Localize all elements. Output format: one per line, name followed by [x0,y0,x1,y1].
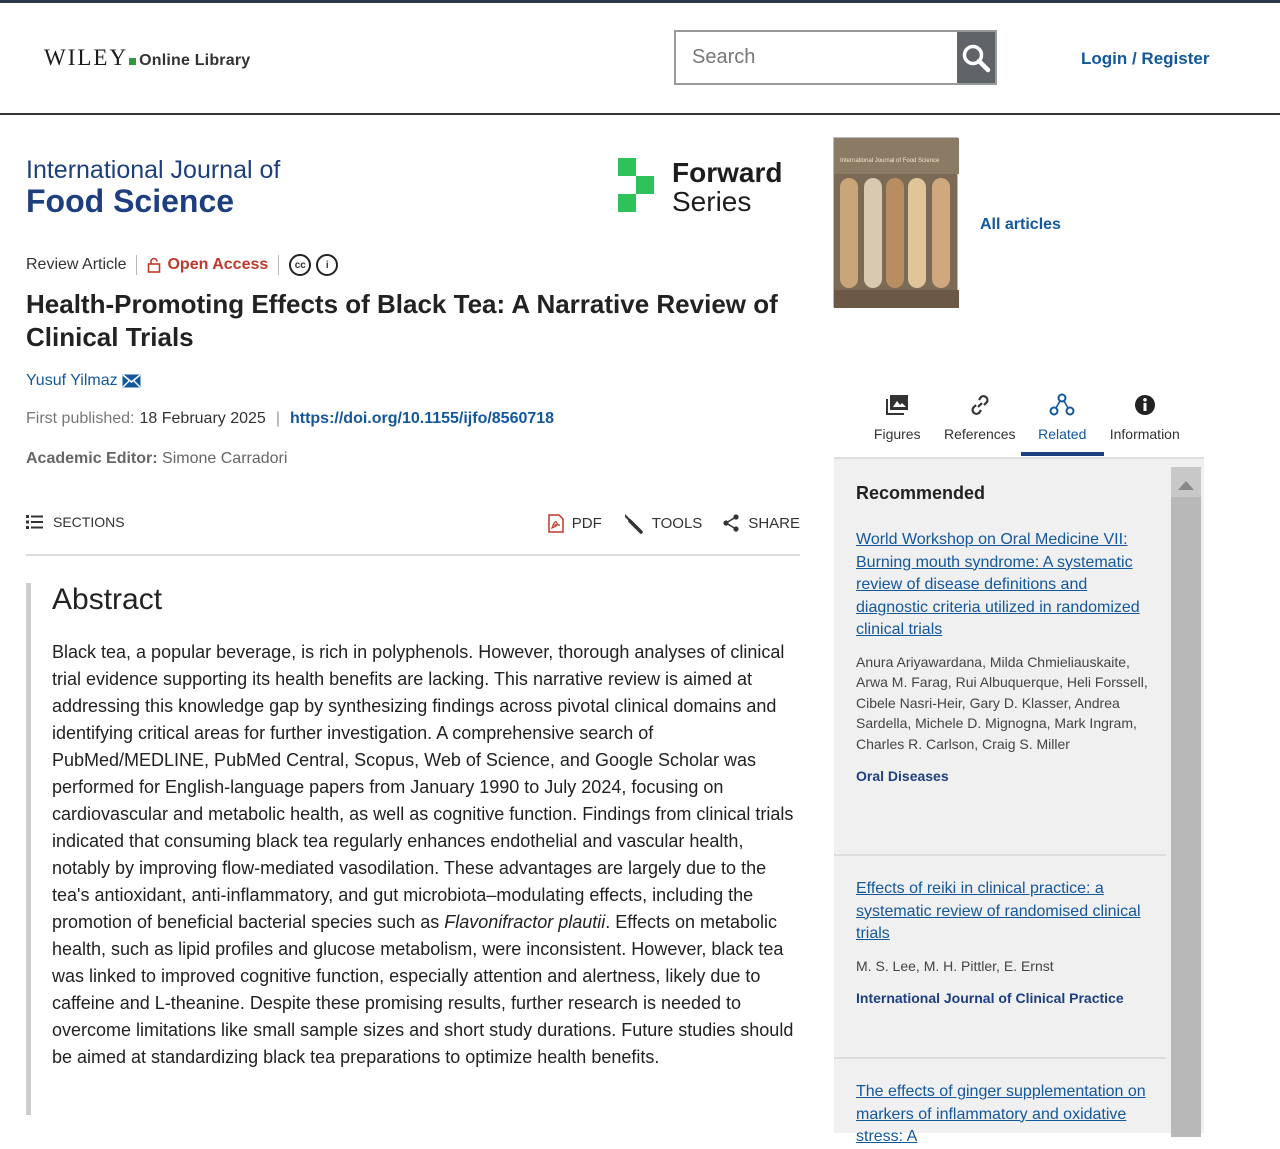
search-box [674,30,997,85]
abstract-section [26,583,796,1115]
divider [278,255,279,275]
attribution-icon: i [316,254,338,276]
cover-title: International Journal of Food Science [840,158,940,164]
forward-series-logo [618,158,782,216]
search-icon [961,43,991,73]
doi-link[interactable]: https://doi.org/10.1155/ijfo/8560718 [289,410,555,427]
login-register-link[interactable]: Login / Register [1081,49,1210,68]
recommended-article-link[interactable]: World Workshop on Oral Medicine VII: Burning mouth syndrome: A systematic review of disease definitions and diagnostic criteria utilized in randomized clinical trials [856,531,1140,638]
list-item [856,1081,1156,1149]
journal-cover-image[interactable] [833,137,958,307]
pdf-label: PDF [571,514,602,532]
academic-editor [26,450,287,468]
abstract-text: Black tea, a popular beverage, is rich in polyphenols. However, thorough analyses of clinical trial evidence supporting its health benefits are lacking. This narrative review is aimed at addressing this knowledge gap by synthesizing findings across pivotal clinical domains and identifying critical areas for further investigation. A comprehensive search of PubMed/MEDLINE, PubMed Central, Scopus, Web of Science, and Google Scholar was performed for English-language papers from January 1990 to July 2024, focusing on cardiovascular and metabolic health, as well as cognitive function. Findings from clinical trials indicated that consuming black tea regularly enhances endothelial and vascular health, notably by improving flow-mediated vasodilation. These advantages are largely due to the tea's antioxidant, anti-inflammatory, and gut microbiota–modulating effects, including the promotion of beneficial bacterial species such as Flavonifractor plautii. Effects on metabolic health, such as lipid profiles and glucose metabolism, were inconsistent. However, black tea was linked to improved cognitive function, especially attention and alertness, likely due to caffeine and L-theanine. Despite these promising results, further research is needed to overcome limitations like small sample sizes and short study durations. Future studies should be aimed at standardizing black tea preparations to optimize health benefits. [52,642,794,1067]
recommended-journal[interactable]: International Journal of Clinical Practice [856,990,1124,1006]
journal-title-line2: Food Science [26,183,235,219]
abstract-heading: Abstract [52,583,163,616]
license-icons[interactable] [289,254,338,276]
tab-related-label: Related [1038,426,1087,442]
academic-editor-label: Academic Editor: [26,450,158,467]
article-type: Review Article [26,256,127,273]
recommended-heading: Recommended [856,483,986,503]
list-item [856,878,1156,1008]
series-word-forward: Forward [672,157,783,188]
list-item [856,529,1156,786]
recommended-authors: M. S. Lee, M. H. Pittler, E. Ernst [856,957,1054,974]
creative-commons-icon: cc [289,254,311,276]
wiley-logo[interactable] [44,45,250,71]
search-button[interactable] [957,32,995,83]
all-articles-link[interactable]: All articles [980,216,1061,233]
share-button[interactable] [722,514,800,532]
species-name: Flavonifractor plautii [444,912,606,932]
series-word-series: Series [672,186,752,217]
journal-title-line1: International Journal of [26,156,281,184]
recommended-authors: Anura Ariyawardana, Milda Chmieliauskaite, Arwa M. Farag, Rui Albuquerque, Heli Forssell, Cibele Nasri-Heir, Gary D. Klasser, Andrea Sardella, Michele D. Mignogna, Mark Ingram, Charles R. Carlson, Craig S. Miller [856,653,1148,752]
wrench-icon [622,512,644,534]
first-published-date: 18 February 2025 [139,410,266,427]
sections-label: SECTIONS [53,514,125,530]
related-panel [834,457,1204,1145]
tab-figures[interactable] [856,392,939,456]
envelope-icon[interactable] [122,374,141,388]
open-access-badge [147,256,268,274]
scrollbar[interactable] [1171,467,1201,1135]
author-name-link[interactable]: Yusuf Yilmaz [26,372,118,389]
author-row [26,372,141,390]
divider [834,854,1166,856]
recommended-journal[interactable]: Oral Diseases [856,768,949,784]
open-access-label: Open Access [167,256,269,273]
logo-wiley-text: WILEY [44,45,129,70]
logo-online-library-text: Online Library [139,52,251,69]
tools-label: TOOLS [651,514,703,532]
related-icon [1049,393,1075,417]
article-toolbar [26,512,800,556]
article-title: Health-Promoting Effects of Black Tea: A Narrative Review of Clinical Trials [26,289,778,352]
link-icon [968,393,992,417]
tab-information-label: Information [1109,426,1180,442]
logo-dot-icon [129,58,136,65]
recommended-article-link[interactable]: The effects of ginger supplementation on markers of inflammatory and oxidative stress: A [856,1083,1146,1145]
sidebar-tabs [856,392,1186,456]
tab-related[interactable] [1021,392,1104,456]
forward-series-icon [618,158,654,214]
first-published-label: First published: [26,410,135,427]
scrollbar-thumb[interactable] [1171,497,1201,1137]
publication-info: First published: 18 February 2025 | https://doi.org/10.1155/ijfo/8560718 [26,410,555,427]
article-meta-row [26,254,338,276]
share-label: SHARE [748,514,800,532]
tab-information[interactable] [1104,392,1187,456]
info-icon [1134,394,1156,416]
site-header [0,3,1280,115]
divider [834,1057,1166,1059]
scroll-up-arrow-icon[interactable] [1178,481,1194,490]
pdf-button[interactable] [548,514,602,533]
tab-references[interactable] [939,392,1022,456]
tab-figures-label: Figures [873,426,921,442]
search-input[interactable] [676,32,957,83]
divider [136,255,137,275]
tab-references-label: References [943,426,1016,442]
tools-button[interactable] [622,512,703,534]
recommended-article-link[interactable]: Effects of reiki in clinical practice: a systematic review of randomised clinical trials [856,880,1141,942]
academic-editor-name: Simone Carradori [162,450,288,467]
share-icon [722,514,740,532]
journal-title[interactable] [26,156,280,220]
list-icon [26,515,43,529]
sections-button[interactable] [26,514,125,530]
lock-icon [147,257,161,273]
pdf-icon [548,514,564,533]
figures-icon [886,395,908,415]
